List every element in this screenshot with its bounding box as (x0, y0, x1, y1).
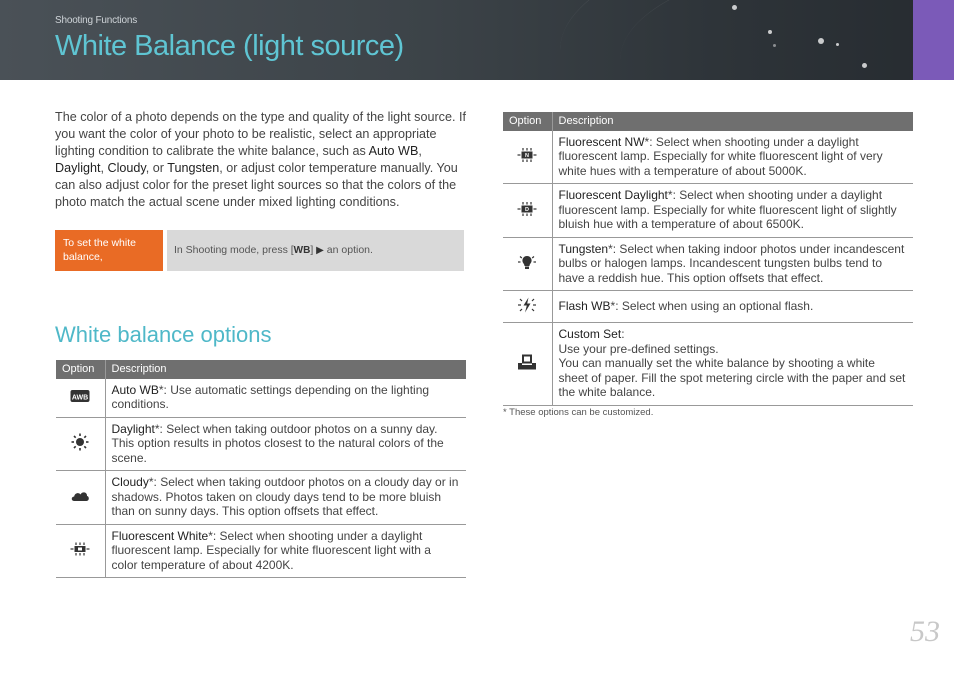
header-swoosh-decoration (620, 0, 954, 80)
table-row: Cloudy*: Select when taking outdoor photos on a cloudy day or in shadows. Photos taken on cloudy days tend to be more bluish than on sunny days. This option offsets that effect. (56, 471, 466, 525)
fluorescent-daylight-icon (517, 200, 537, 218)
section-label: Shooting Functions (55, 15, 138, 26)
column-header-option: Option (503, 112, 552, 131)
svg-text:N: N (525, 153, 530, 159)
tungsten-bulb-icon (517, 253, 537, 271)
column-header-option: Option (56, 360, 105, 379)
daylight-sun-icon (70, 433, 90, 451)
arrow-right-icon: ▶ (316, 245, 324, 256)
page-title: White Balance (light source) (55, 30, 404, 62)
howto-label: To set the white balance, (55, 230, 163, 271)
table-row: N Fluorescent NW*: Select when shooting under a daylight fluorescent lamp. Especially for white fluorescent light of very white hues with a temperature of about 5000K. (503, 131, 913, 184)
svg-text:D: D (525, 206, 530, 213)
howto-instruction: In Shooting mode, press [WB] ▶ an option. (167, 230, 464, 271)
column-header-description: Description (105, 360, 466, 379)
options-table-right (503, 112, 913, 406)
column-header-description: Description (552, 112, 913, 131)
header-sparkle (732, 5, 737, 10)
table-row: Tungsten*: Select when taking indoor photos under incandescent bulbs or halogen lamps. Incandescent tungsten bulbs tend to have a reddish hue. This option offsets that effect. (503, 237, 913, 291)
section-heading: White balance options (55, 322, 272, 347)
page-header (0, 0, 954, 80)
fluorescent-nw-icon (517, 146, 537, 164)
header-sparkle (836, 43, 839, 46)
header-sparkle (773, 44, 776, 47)
header-sparkle (818, 38, 824, 44)
options-table-left (56, 360, 466, 578)
table-row: AWB Auto WB*: Use automatic settings depending on the lighting conditions. (56, 379, 466, 418)
table-row: Daylight*: Select when taking outdoor photos on a sunny day. This option results in photos closest to the natural colors of the scene. (56, 417, 466, 471)
footnote: * These options can be customized. (503, 407, 654, 418)
cloudy-icon (70, 487, 90, 505)
fluorescent-white-icon (70, 540, 90, 558)
howto-box (55, 230, 464, 271)
wb-key-label: WB (293, 245, 311, 256)
intro-paragraph: The color of a photo depends on the type and quality of the light source. If you want the color of your photo to be realistic, select an appropriate lighting condition to calibrate the white balance, such as Auto WB, Daylight, Cloudy, or Tungsten, or adjust color temperature manually. You can also adjust color for the preset light sources so that the colors of the photo match the actual scene under mixed lighting conditions. (55, 110, 466, 209)
flash-wb-icon (517, 296, 537, 314)
custom-set-icon (517, 353, 537, 371)
table-row: D Fluorescent Daylight*: Select when shooting under a daylight fluorescent lamp. Especially for white fluorescent light of slightly bluish hue with a temperature of about 6500K. (503, 184, 913, 238)
table-row: Fluorescent White*: Select when shooting under a daylight fluorescent lamp. Especially for white fluorescent light with a color temperature of about 4200K. (56, 524, 466, 578)
page-number: 53 (910, 615, 940, 648)
auto-wb-icon (70, 387, 90, 405)
chapter-tab[interactable] (913, 0, 954, 80)
table-row: Custom Set: Use your pre-defined settings. You can manually set the white balance by shooting a white sheet of paper. Fill the spot metering circle with the paper and set the white balance. (503, 323, 913, 406)
header-sparkle (862, 63, 867, 68)
svg-text:AWB: AWB (72, 394, 89, 402)
header-sparkle (768, 30, 772, 34)
table-row: Flash WB*: Select when using an optional flash. (503, 291, 913, 323)
